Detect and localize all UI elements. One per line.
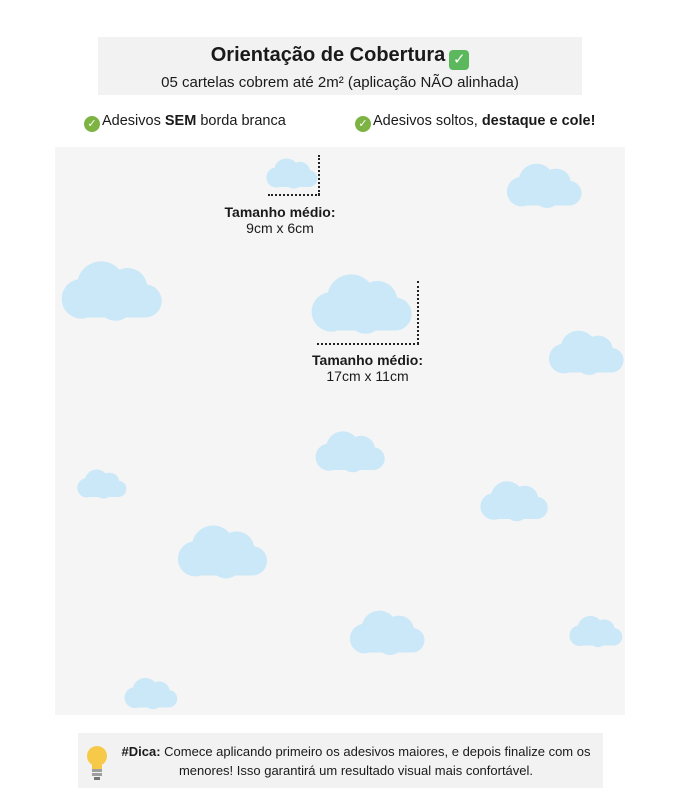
title-text: Orientação de Cobertura [210,44,446,66]
check-circle-icon: ✓ [355,116,371,132]
feature-text: borda branca [196,113,286,129]
tip-text [116,742,596,780]
feature-bold: destaque e cole! [481,113,596,129]
tip-body: Comece aplicando primeiro os adesivos maiores, e depois finalize com os menores! Isso garantirá um resultado visual mais confortável. [160,744,591,778]
cloud-icon [311,425,387,477]
cloud-icon [74,465,128,502]
dimension-line-vertical [318,155,320,195]
cloud-icon [345,605,427,659]
page-title [98,42,582,70]
feature-text: Adesivos soltos, [373,113,482,129]
cloud-icon [566,611,624,651]
cloud-icon [544,324,626,380]
cloud-icon [305,265,415,341]
check-circle-icon: ✓ [84,116,100,132]
dimension-line-horizontal [317,343,419,345]
header-box [98,37,582,95]
cloud-icon [502,157,584,213]
coverage-panel [55,147,625,715]
cloud-icon [172,515,270,587]
size-title: Tamanho médio: [224,204,336,220]
size-dimensions: 9cm x 6cm [246,220,314,236]
tip-label: #Dica: [121,744,161,759]
dimension-line-vertical [417,281,419,344]
feature-loose-stickers [355,111,595,132]
cloud-icon [476,475,550,526]
cloud-icon [121,673,179,713]
size-dimensions: 17cm x 11cm [326,368,409,384]
size-title: Tamanho médio: [312,352,423,368]
size-label-small [220,204,340,236]
dimension-line-horizontal [268,194,320,196]
size-label-large [300,352,435,384]
check-badge-icon: ✓ [449,50,469,70]
feature-bold: SEM [164,113,197,129]
feature-text: Adesivos [102,113,165,129]
page-subtitle: 05 cartelas cobrem até 2m² (aplicação NÃO alinhada) [161,74,519,91]
cloud-icon [263,155,319,191]
lightbulb-icon [86,745,108,781]
cloud-icon [55,252,165,328]
tip-box [78,733,603,788]
feature-no-border [84,111,286,132]
